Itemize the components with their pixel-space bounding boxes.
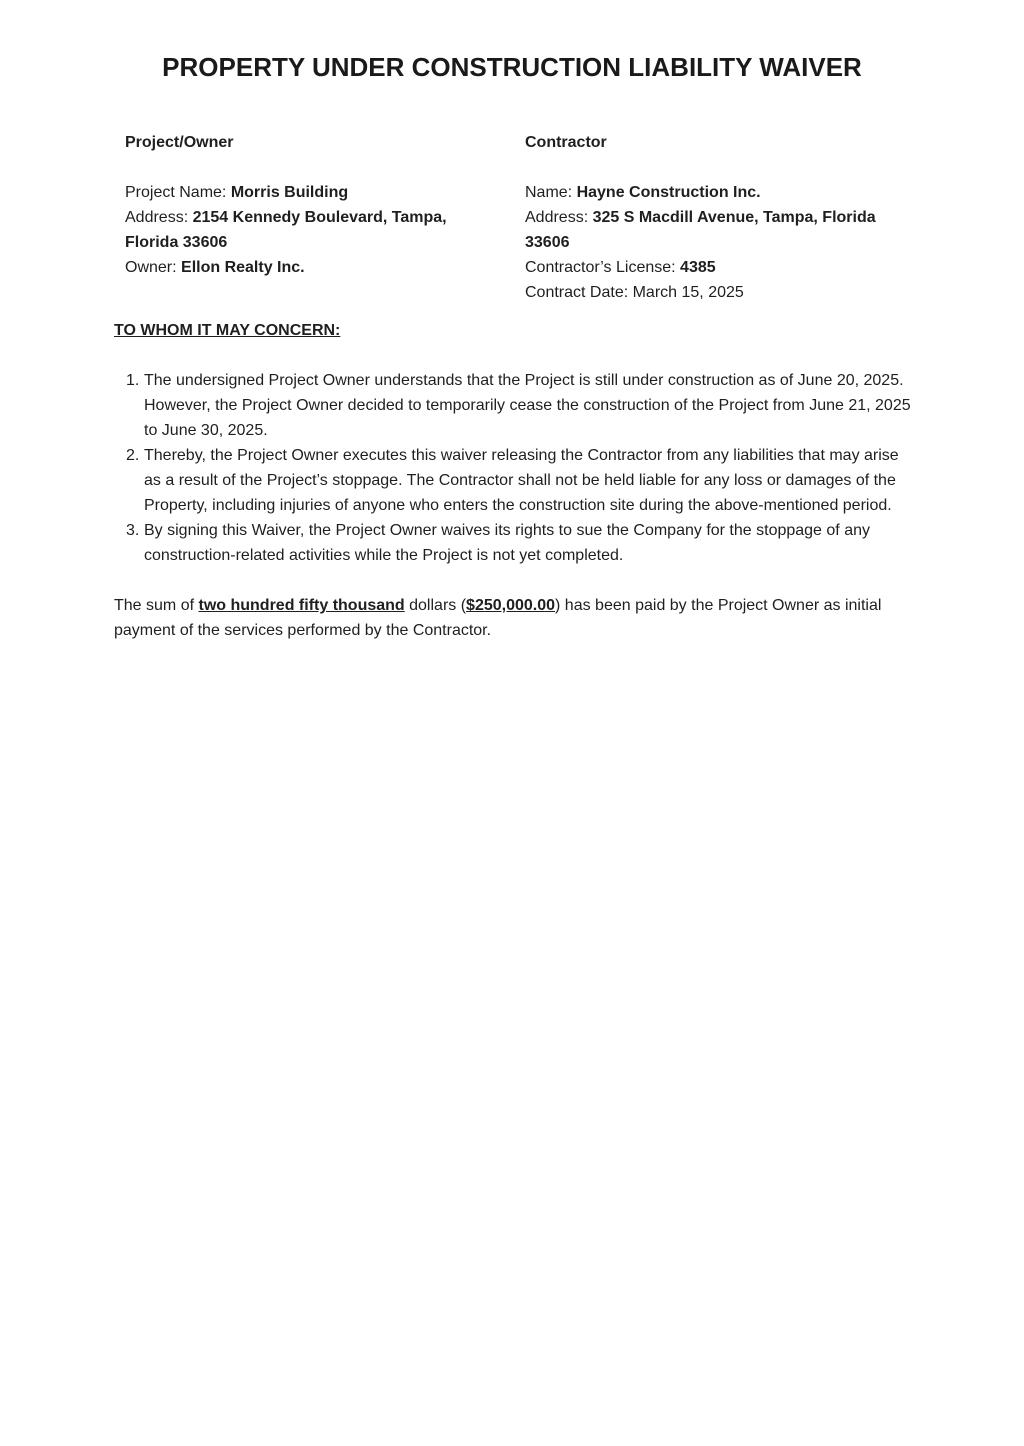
contractor-license-value: 4385	[680, 259, 716, 276]
contractor-block	[525, 130, 885, 305]
owner-address-value: 2154 Kennedy Boulevard, Tampa, Florida 33606	[125, 209, 447, 251]
contractor-license-label: Contractor’s License:	[525, 259, 681, 276]
salutation: TO WHOM IT MAY CONCERN:	[114, 322, 341, 339]
clause-item	[114, 443, 914, 518]
clause-number: 3.	[126, 522, 140, 539]
owner-block	[125, 130, 495, 280]
payment-prefix: The sum of	[114, 597, 199, 614]
contractor-address-value: 325 S Macdill Avenue, Tampa, Florida 33606	[525, 209, 876, 251]
project-name-line	[125, 180, 495, 205]
contractor-heading: Contractor	[525, 134, 607, 151]
clause-list	[114, 368, 914, 568]
payment-paragraph	[114, 593, 904, 643]
contractor-address-label: Address:	[525, 209, 593, 226]
project-name-value: Morris Building	[230, 184, 349, 201]
project-name-label: Project Name:	[125, 184, 231, 201]
owner-value: Ellon Realty Inc.	[181, 259, 305, 276]
document-title: PROPERTY UNDER CONSTRUCTION LIABILITY WAIVER	[162, 52, 862, 82]
clause-item	[114, 518, 914, 568]
clause-text: By signing this Waiver, the Project Owner waives its rights to sue the Company for the stoppage of any construction-related activities while the Project is not yet completed.	[144, 522, 870, 564]
clause-item	[114, 368, 914, 443]
owner-address-line	[125, 205, 495, 255]
clause-number: 2.	[126, 447, 140, 464]
clause-number: 1.	[126, 372, 140, 389]
owner-line	[125, 255, 495, 280]
contractor-license-line	[525, 255, 885, 280]
contractor-address-line	[525, 205, 885, 255]
clause-text: The undersigned Project Owner understands that the Project is still under construction as of June 20, 2025. However, the Project Owner decided to temporarily cease the construction of the Project from June 21, 2025 to June 30, 2025.	[144, 372, 911, 439]
payment-suffix: ) has been paid by the Project Owner as initial payment of the services performed by the Contractor.	[114, 597, 882, 639]
payment-amount-words: two hundred fifty thousand	[198, 597, 405, 614]
contractor-name-label: Name:	[525, 184, 577, 201]
payment-amount-figures: $250,000.00	[466, 597, 556, 614]
clause-text: Thereby, the Project Owner executes this waiver releasing the Contractor from any liabilities that may arise as a result of the Project’s stoppage. The Contractor shall not be held liable for any loss or damages of the Property, including injuries of anyone who enters the construction site during the above-mentioned period.	[144, 447, 899, 514]
contractor-name-line	[525, 180, 885, 205]
contractor-name-value: Hayne Construction Inc.	[576, 184, 761, 201]
payment-middle: dollars (	[404, 597, 467, 614]
owner-heading: Project/Owner	[125, 134, 234, 151]
owner-address-label: Address:	[125, 209, 193, 226]
contract-date: Contract Date: March 15, 2025	[525, 284, 744, 301]
owner-label: Owner:	[125, 259, 182, 276]
